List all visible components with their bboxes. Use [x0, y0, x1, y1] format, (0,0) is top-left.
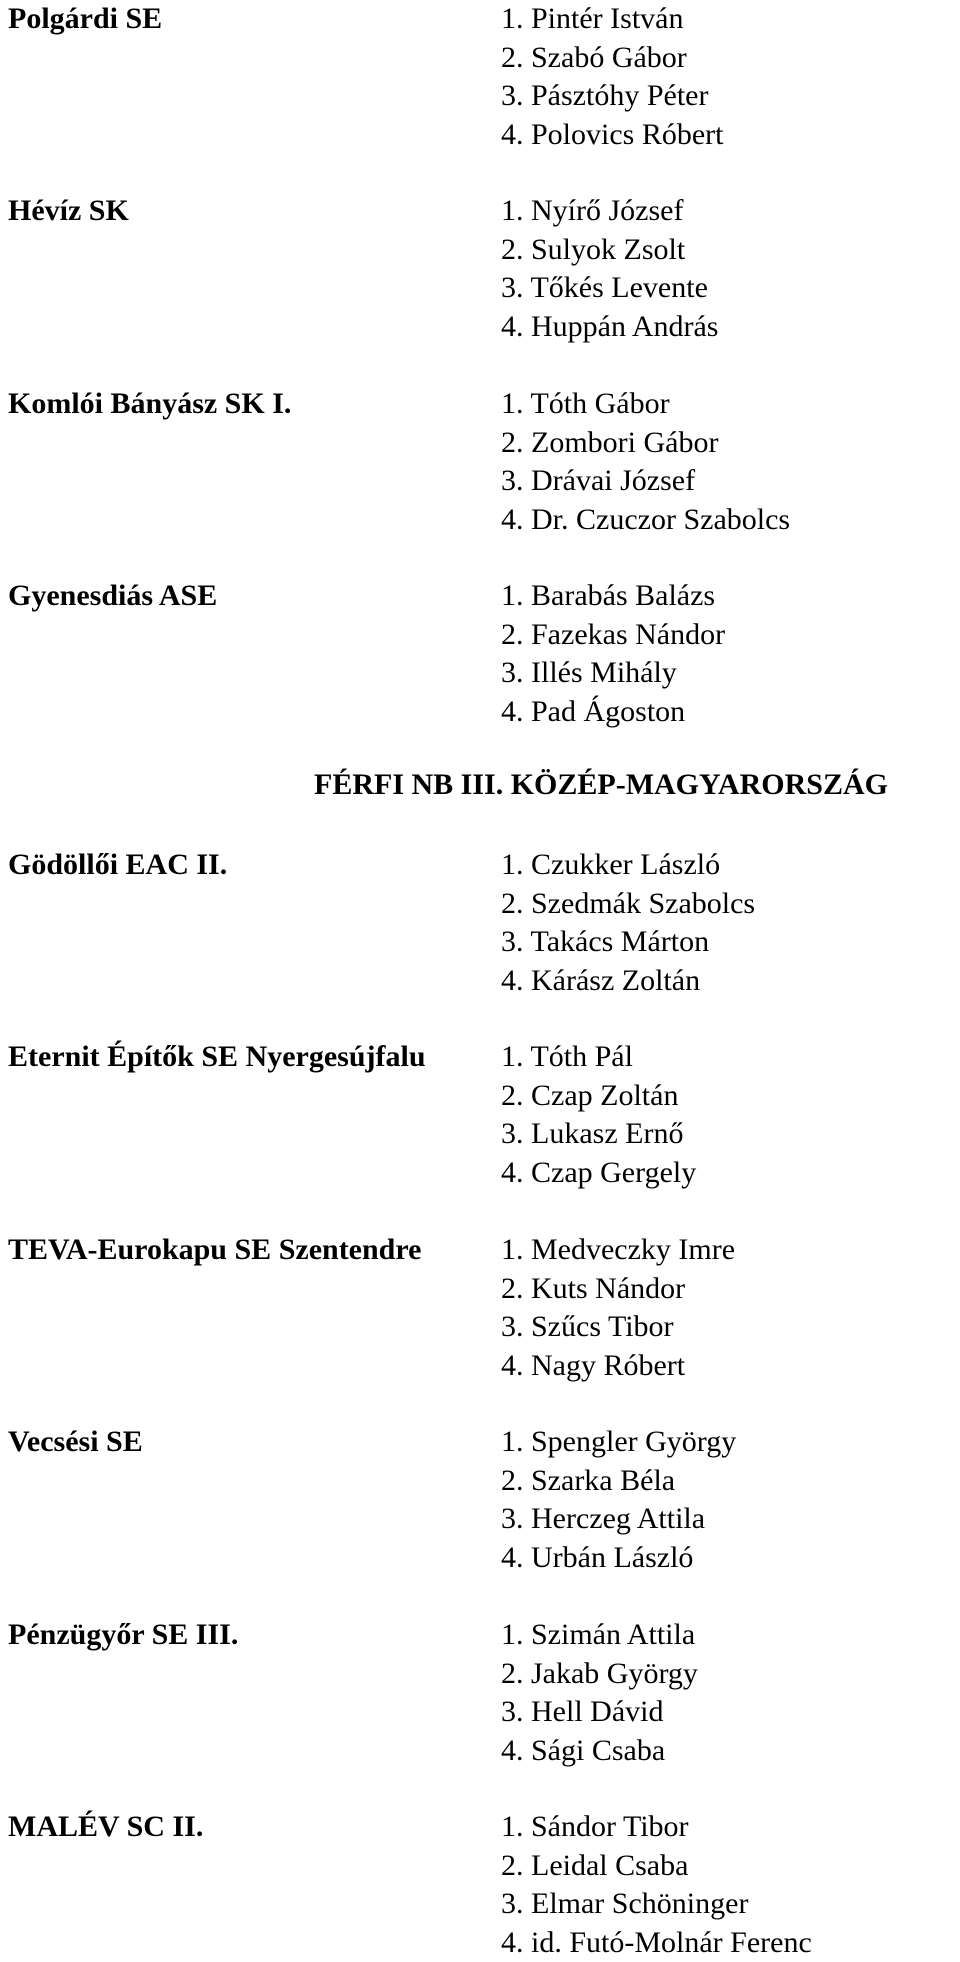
- team-name: Komlói Bányász SK I.: [8, 385, 501, 424]
- player-item: 1. Tóth Gábor: [501, 385, 790, 424]
- player-list: [501, 1616, 698, 1770]
- player-item: 2. Czap Zoltán: [501, 1077, 696, 1116]
- team-name: Hévíz SK: [8, 192, 501, 231]
- player-item: 1. Czukker László: [501, 846, 755, 885]
- player-item: 4. Czap Gergely: [501, 1154, 696, 1193]
- player-item: 3. Hell Dávid: [501, 1693, 698, 1732]
- player-item: 4. Nagy Róbert: [501, 1347, 735, 1386]
- player-item: 2. Leidal Csaba: [501, 1847, 812, 1886]
- player-item: 1. Spengler György: [501, 1423, 736, 1462]
- team-block: [8, 192, 718, 346]
- team-block: [8, 577, 725, 731]
- player-item: 4. Urbán László: [501, 1539, 736, 1578]
- player-list: [501, 192, 718, 346]
- player-item: 4. Kárász Zoltán: [501, 962, 755, 1001]
- player-item: 1. Nyírő József: [501, 192, 718, 231]
- player-item: 3. Takács Márton: [501, 923, 755, 962]
- player-item: 1. Szimán Attila: [501, 1616, 698, 1655]
- player-item: 2. Sulyok Zsolt: [501, 231, 718, 270]
- player-list: [501, 1808, 812, 1962]
- player-item: 1. Pintér István: [501, 0, 724, 39]
- player-item: 4. Polovics Róbert: [501, 116, 724, 155]
- player-list: [501, 846, 755, 1000]
- section-heading: FÉRFI NB III. KÖZÉP-MAGYARORSZÁG: [8, 766, 888, 805]
- player-item: 2. Kuts Nándor: [501, 1270, 735, 1309]
- player-list: [501, 577, 725, 731]
- team-block: [8, 1423, 736, 1577]
- player-list: [501, 1423, 736, 1577]
- player-item: 3. Illés Mihály: [501, 654, 725, 693]
- player-item: 2. Fazekas Nándor: [501, 616, 725, 655]
- player-item: 3. Szűcs Tibor: [501, 1308, 735, 1347]
- player-item: 2. Szabó Gábor: [501, 39, 724, 78]
- player-item: 2. Szedmák Szabolcs: [501, 885, 755, 924]
- team-block: [8, 1231, 735, 1385]
- team-block: [8, 846, 755, 1000]
- team-name: Gödöllői EAC II.: [8, 846, 501, 885]
- team-name: TEVA-Eurokapu SE Szentendre: [8, 1231, 501, 1270]
- player-item: 4. Huppán András: [501, 308, 718, 347]
- team-name: Eternit Építők SE Nyergesújfalu: [8, 1038, 501, 1077]
- player-item: 2. Zombori Gábor: [501, 424, 790, 463]
- player-item: 3. Elmar Schöninger: [501, 1885, 812, 1924]
- player-list: [501, 0, 724, 154]
- player-item: 4. id. Futó-Molnár Ferenc: [501, 1924, 812, 1962]
- player-item: 1. Medveczky Imre: [501, 1231, 735, 1270]
- player-item: 2. Szarka Béla: [501, 1462, 736, 1501]
- team-name: Vecsési SE: [8, 1423, 501, 1462]
- player-item: 2. Jakab György: [501, 1655, 698, 1694]
- player-item: 3. Pásztóhy Péter: [501, 77, 724, 116]
- player-item: 4. Pad Ágoston: [501, 693, 725, 732]
- team-name: Gyenesdiás ASE: [8, 577, 501, 616]
- player-item: 1. Sándor Tibor: [501, 1808, 812, 1847]
- player-item: 1. Tóth Pál: [501, 1038, 696, 1077]
- player-item: 4. Sági Csaba: [501, 1732, 698, 1771]
- player-list: [501, 1038, 696, 1192]
- player-item: 3. Herczeg Attila: [501, 1500, 736, 1539]
- player-item: 4. Dr. Czuczor Szabolcs: [501, 501, 790, 540]
- team-block: [8, 1038, 696, 1192]
- team-name: Pénzügyőr SE III.: [8, 1616, 501, 1655]
- player-item: 3. Lukasz Ernő: [501, 1115, 696, 1154]
- team-name: MALÉV SC II.: [8, 1808, 501, 1847]
- player-list: [501, 1231, 735, 1385]
- team-block: [8, 1616, 698, 1770]
- team-block: [8, 0, 724, 154]
- team-name: Polgárdi SE: [8, 0, 501, 39]
- player-list: [501, 385, 790, 539]
- player-item: 3. Drávai József: [501, 462, 790, 501]
- team-block: [8, 385, 790, 539]
- player-item: 3. Tőkés Levente: [501, 269, 718, 308]
- team-block: [8, 1808, 812, 1962]
- player-item: 1. Barabás Balázs: [501, 577, 725, 616]
